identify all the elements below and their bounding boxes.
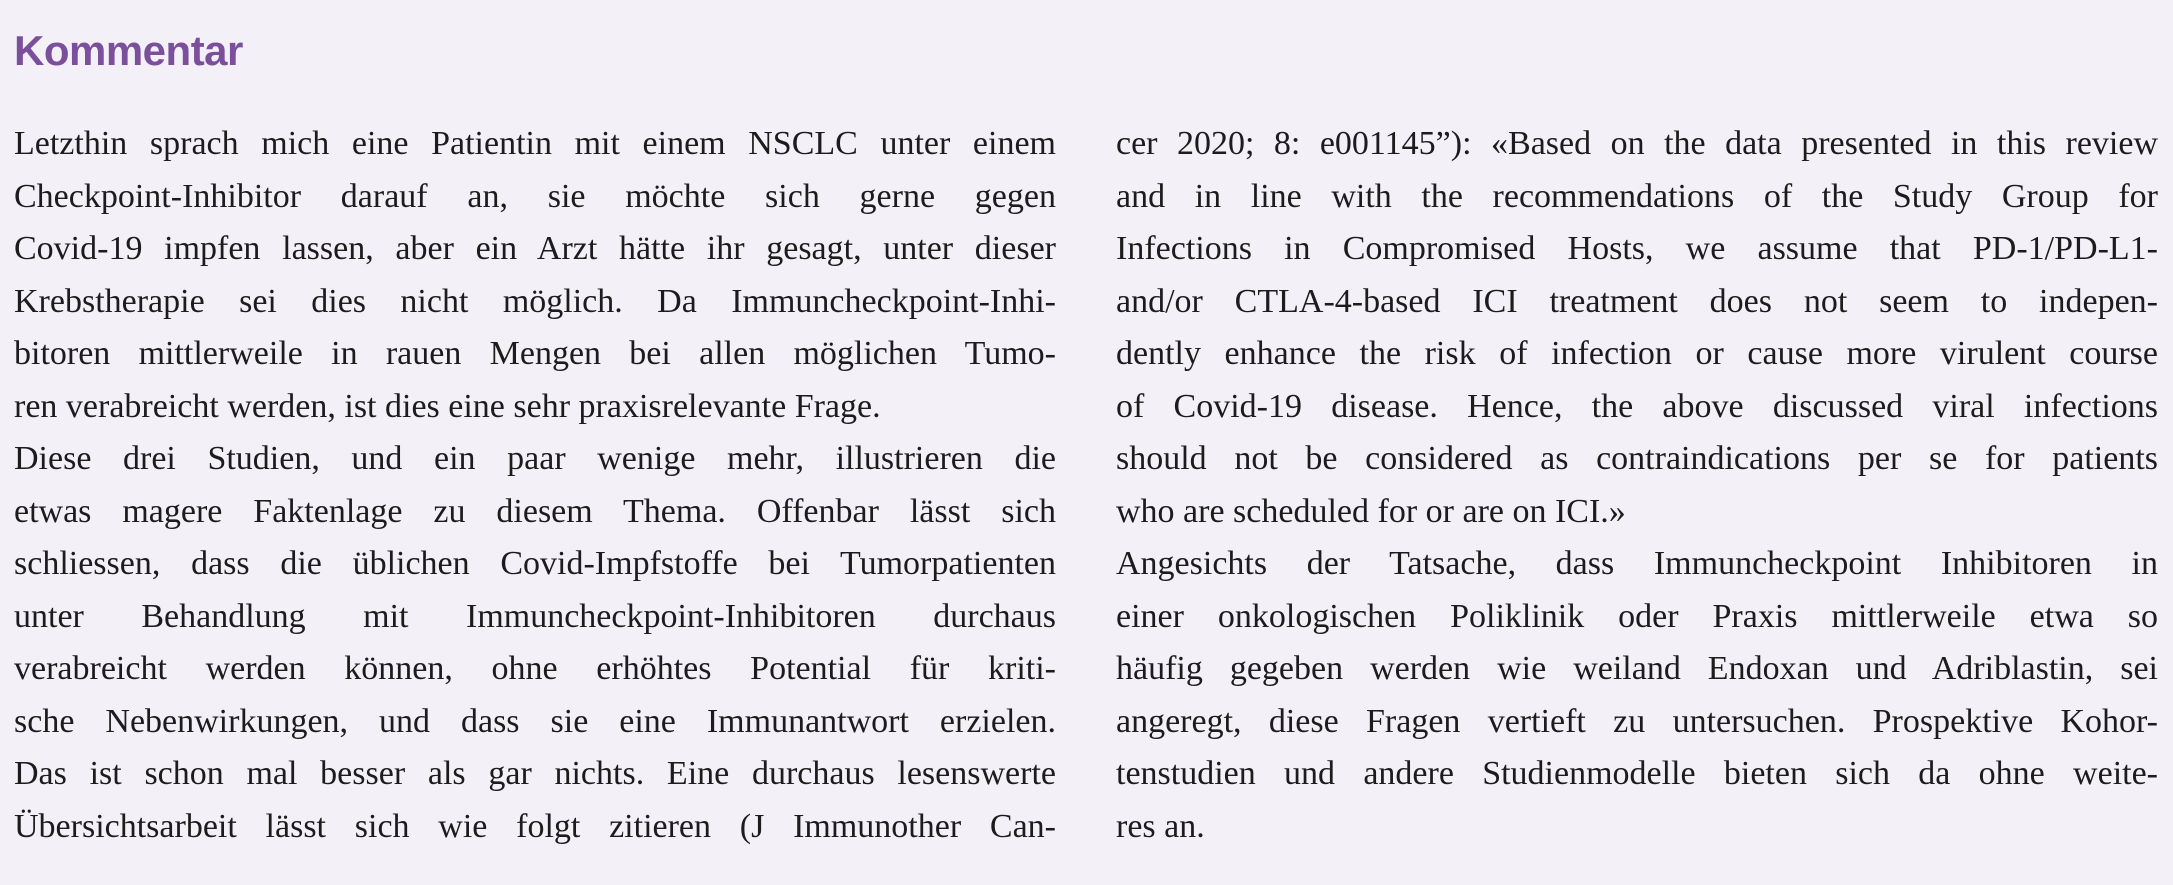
text-line: Covid-19 impfen lassen, aber ein Arzt hätte ihr gesagt, unter dieser xyxy=(14,230,1056,267)
text-line: Übersichtsarbeit lässt sich wie folgt zitieren (J Immunother Can- xyxy=(14,807,1056,845)
left-text-column xyxy=(14,118,1056,853)
text-line: should not be considered as contraindications per se for patients xyxy=(1116,440,2158,477)
text-line: Infections in Compromised Hosts, we assume that PD-1/PD-L1- xyxy=(1116,230,2158,267)
text-line: etwas magere Faktenlage zu diesem Thema. Offenbar lässt sich xyxy=(14,492,1056,530)
text-line: cer 2020; 8: e001145”): «Based on the data presented in this review xyxy=(1116,125,2158,162)
text-line: dently enhance the risk of infection or cause more virulent course xyxy=(1116,335,2158,372)
text-line: Diese drei Studien, und ein paar wenige mehr, illustrieren die xyxy=(14,440,1056,477)
text-line: häufig gegeben werden wie weiland Endoxan und Adriblastin, sei xyxy=(1116,650,2158,687)
text-line: schliessen, dass die üblichen Covid-Impfstoffe bei Tumorpatienten xyxy=(14,545,1056,582)
text-line: verabreicht werden können, ohne erhöhtes Potential für kriti- xyxy=(14,650,1056,687)
text-line: einer onkologischen Poliklinik oder Praxis mittlerweile etwa so xyxy=(1116,597,2158,635)
text-line: who are scheduled for or are on ICI.» xyxy=(1116,492,1626,530)
text-line: Checkpoint-Inhibitor darauf an, sie möchte sich gerne gegen xyxy=(14,177,1056,215)
text-line: tenstudien und andere Studienmodelle bieten sich da ohne weite- xyxy=(1116,755,2158,792)
text-line: angeregt, diese Fragen vertieft zu untersuchen. Prospektive Kohor- xyxy=(1116,702,2158,740)
text-line: sche Nebenwirkungen, und dass sie eine Immunantwort erzielen. xyxy=(14,702,1056,740)
text-line: res an. xyxy=(1116,807,1205,845)
text-line: ren verabreicht werden, ist dies eine sehr praxisrelevante Frage. xyxy=(14,387,881,425)
text-line: Letzthin sprach mich eine Patientin mit einem NSCLC unter einem xyxy=(14,125,1056,162)
text-line: and in line with the recommendations of the Study Group for xyxy=(1116,177,2158,215)
text-line: bitoren mittlerweile in rauen Mengen bei allen möglichen Tumo- xyxy=(14,335,1056,372)
section-heading: Kommentar xyxy=(14,27,243,74)
text-line: Angesichts der Tatsache, dass Immuncheckpoint Inhibitoren in xyxy=(1116,545,2158,582)
text-line: of Covid-19 disease. Hence, the above discussed viral infections xyxy=(1116,387,2158,425)
text-line: and/or CTLA-4-based ICI treatment does not seem to indepen- xyxy=(1116,282,2158,320)
text-line: Krebstherapie sei dies nicht möglich. Da Immuncheckpoint-Inhi- xyxy=(14,282,1056,320)
text-line: Das ist schon mal besser als gar nichts. Eine durchaus lesenswerte xyxy=(14,755,1056,792)
text-line: unter Behandlung mit Immuncheckpoint-Inhibitoren durchaus xyxy=(14,597,1056,635)
right-text-column xyxy=(1116,118,2158,853)
